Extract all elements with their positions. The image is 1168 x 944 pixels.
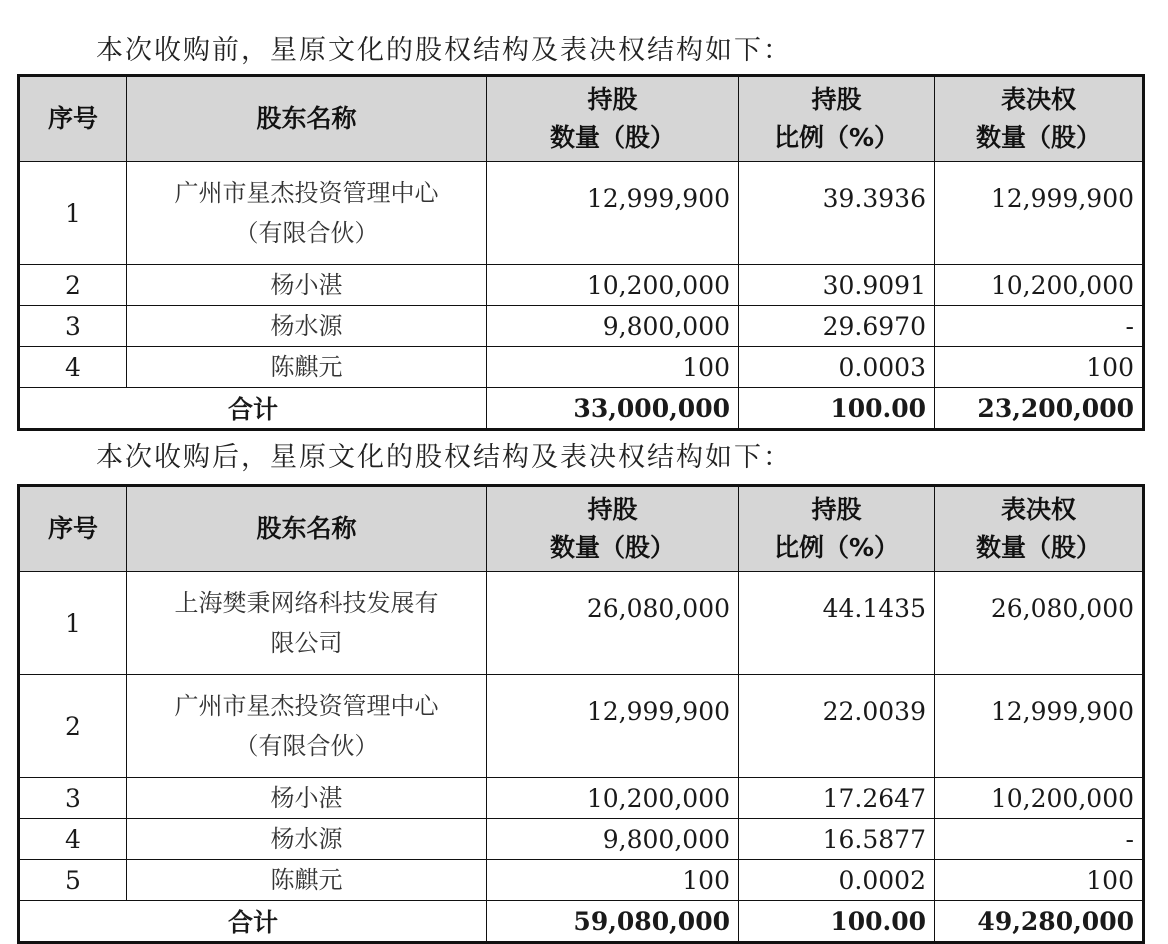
- row-ratio: 0.0002: [739, 860, 935, 901]
- table-header-row: [19, 76, 1144, 162]
- total-row: [19, 901, 1144, 943]
- shareholder-line1: 上海樊秉网络科技发展有: [174, 589, 439, 617]
- shareholder-line2: 限公司: [270, 629, 343, 657]
- row-votes: 100: [935, 860, 1144, 901]
- row-index: 1: [19, 162, 127, 265]
- header-ratio-line2: 比例（%）: [773, 533, 900, 562]
- row-index: 2: [19, 265, 127, 306]
- row-votes: -: [935, 306, 1144, 347]
- row-votes: 10,200,000: [935, 778, 1144, 819]
- table-row: [19, 860, 1144, 901]
- row-votes: 26,080,000: [935, 572, 1144, 675]
- ownership-table-before: [17, 74, 1145, 431]
- header-votes: [935, 486, 1144, 572]
- intro-before-text: 本次收购前，星原文化的股权结构及表决权结构如下：: [96, 35, 792, 66]
- row-ratio: 29.6970: [739, 306, 935, 347]
- row-shareholder: 陈麒元: [127, 860, 487, 901]
- total-label: 合计: [19, 901, 487, 943]
- row-ratio: 0.0003: [739, 347, 935, 388]
- header-shares: [487, 486, 739, 572]
- row-votes: 12,999,900: [935, 675, 1144, 778]
- table-row: [19, 306, 1144, 347]
- table-row: [19, 675, 1144, 778]
- table-row: [19, 347, 1144, 388]
- row-shares: 100: [487, 347, 739, 388]
- row-shares: 26,080,000: [487, 572, 739, 675]
- header-shareholder: 股东名称: [127, 486, 487, 572]
- total-ratio: 100.00: [739, 901, 935, 943]
- row-shareholder: [127, 675, 487, 778]
- total-ratio: 100.00: [739, 388, 935, 430]
- row-shareholder: 杨水源: [127, 819, 487, 860]
- row-index: 4: [19, 347, 127, 388]
- row-shares: 12,999,900: [487, 162, 739, 265]
- total-shares: 59,080,000: [487, 901, 739, 943]
- header-votes-line2: 数量（股）: [975, 123, 1101, 152]
- row-ratio: 16.5877: [739, 819, 935, 860]
- row-shares: 9,800,000: [487, 306, 739, 347]
- row-index: 3: [19, 306, 127, 347]
- row-ratio: 22.0039: [739, 675, 935, 778]
- total-shares: 33,000,000: [487, 388, 739, 430]
- row-index: 4: [19, 819, 127, 860]
- row-shareholder: [127, 572, 487, 675]
- row-index: 3: [19, 778, 127, 819]
- header-ratio: [739, 76, 935, 162]
- row-votes: 10,200,000: [935, 265, 1144, 306]
- row-ratio: 17.2647: [739, 778, 935, 819]
- header-shares-line2: 数量（股）: [549, 123, 675, 152]
- header-shares-line1: 持股: [587, 85, 638, 114]
- total-row: [19, 388, 1144, 430]
- total-label: 合计: [19, 388, 487, 430]
- table-row: [19, 819, 1144, 860]
- row-shareholder: 杨小湛: [127, 265, 487, 306]
- row-shares: 9,800,000: [487, 819, 739, 860]
- header-votes-line2: 数量（股）: [975, 533, 1101, 562]
- row-shares: 10,200,000: [487, 265, 739, 306]
- header-ratio-line1: 持股: [811, 85, 862, 114]
- header-votes-line1: 表决权: [1000, 495, 1076, 524]
- row-votes: 100: [935, 347, 1144, 388]
- header-shares: [487, 76, 739, 162]
- table-row: [19, 162, 1144, 265]
- table-header-row: [19, 486, 1144, 572]
- table-row: [19, 572, 1144, 675]
- header-ratio-line1: 持股: [811, 495, 862, 524]
- intro-after-text: 本次收购后，星原文化的股权结构及表决权结构如下：: [96, 442, 792, 473]
- row-shareholder: 杨小湛: [127, 778, 487, 819]
- row-shares: 10,200,000: [487, 778, 739, 819]
- total-votes: 23,200,000: [935, 388, 1144, 430]
- header-index: 序号: [19, 76, 127, 162]
- header-index: 序号: [19, 486, 127, 572]
- total-votes: 49,280,000: [935, 901, 1144, 943]
- row-ratio: 44.1435: [739, 572, 935, 675]
- header-ratio-line2: 比例（%）: [773, 123, 900, 152]
- row-index: 2: [19, 675, 127, 778]
- row-index: 5: [19, 860, 127, 901]
- row-shares: 100: [487, 860, 739, 901]
- row-shareholder: [127, 162, 487, 265]
- row-index: 1: [19, 572, 127, 675]
- header-ratio: [739, 486, 935, 572]
- row-votes: -: [935, 819, 1144, 860]
- table-row: [19, 778, 1144, 819]
- header-shares-line2: 数量（股）: [549, 533, 675, 562]
- row-ratio: 30.9091: [739, 265, 935, 306]
- ownership-table-after: [17, 484, 1145, 944]
- header-shareholder: 股东名称: [127, 76, 487, 162]
- header-votes-line1: 表决权: [1000, 85, 1076, 114]
- row-shares: 12,999,900: [487, 675, 739, 778]
- shareholder-line1: 广州市星杰投资管理中心: [174, 692, 439, 720]
- shareholder-line2: （有限合伙）: [234, 732, 379, 760]
- header-votes: [935, 76, 1144, 162]
- shareholder-line2: （有限合伙）: [234, 219, 379, 247]
- row-votes: 12,999,900: [935, 162, 1144, 265]
- row-ratio: 39.3936: [739, 162, 935, 265]
- table-row: [19, 265, 1144, 306]
- header-shares-line1: 持股: [587, 495, 638, 524]
- shareholder-line1: 广州市星杰投资管理中心: [174, 179, 439, 207]
- row-shareholder: 杨水源: [127, 306, 487, 347]
- row-shareholder: 陈麒元: [127, 347, 487, 388]
